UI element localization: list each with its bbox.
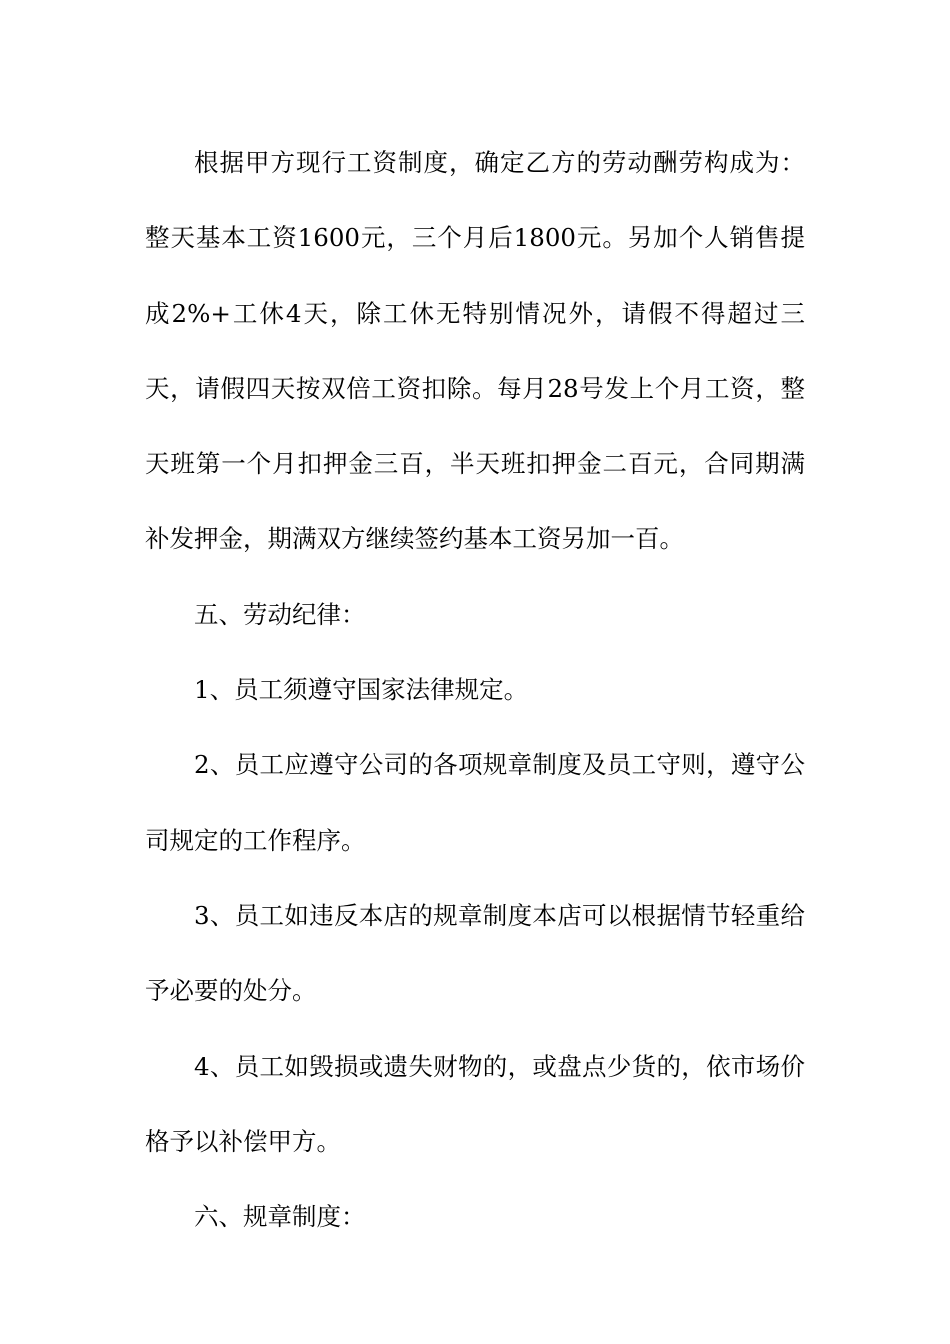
paragraph-rule-2: 2、员工应遵守公司的各项规章制度及员工守则，遵守公司规定的工作程序。 <box>145 750 805 855</box>
paragraph-wage-terms: 根据甲方现行工资制度，确定乙方的劳动酬劳构成为：整天基本工资1600元，三个月后1800元。另加个人销售提成2%+工休4天，除工休无特别情况外，请假不得超过三天，请假四天按双倍工资扣除。每月28号发上个月工资，整天班第一个月扣押金三百，半天班扣押金二百元，合同期满补发押金，期满双方继续签约基本工资另加一百。 <box>145 148 805 554</box>
paragraph-rule-1: 1、员工须遵守国家法律规定。 <box>194 675 529 705</box>
heading-labor-discipline: 五、劳动纪律： <box>194 599 366 629</box>
paragraph-rule-4: 4、员工如毁损或遗失财物的，或盘点少货的，依市场价格予以补偿甲方。 <box>145 1051 805 1156</box>
heading-regulations: 六、规章制度： <box>194 1202 366 1232</box>
document-body <box>145 125 805 1254</box>
paragraph-rule-3: 3、员工如违反本店的规章制度本店可以根据情节轻重给予必要的处分。 <box>145 900 805 1006</box>
